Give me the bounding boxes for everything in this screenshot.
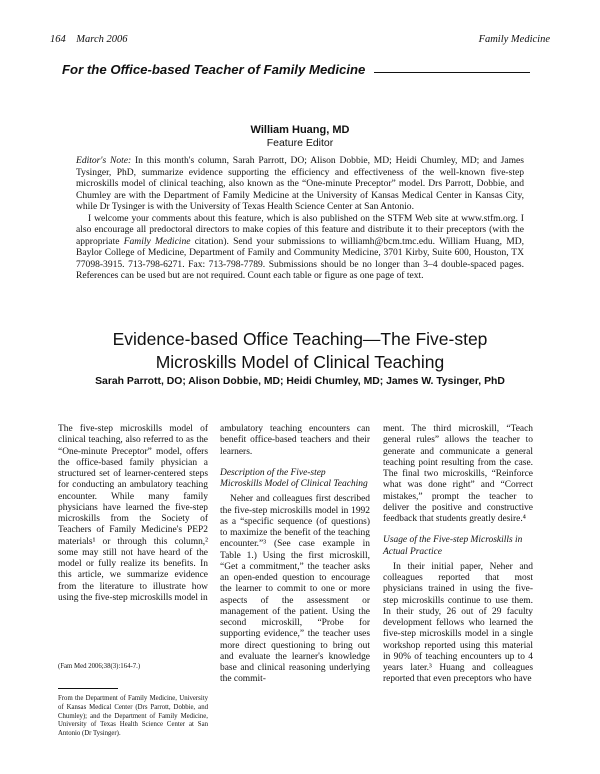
series-title: For the Office-based Teacher of Family Medicine: [62, 62, 366, 77]
affiliation-footnote: From the Department of Family Medicine, University of Kansas Medical Center (Drs Parrott, Dobbie, and Chumley); and the Department of Family Medicine, University of Texas Health Science Center at San Antonio (Dr Tysinger).: [58, 695, 208, 738]
body-paragraph: In their initial paper, Neher and colleagues reported that most physicians trained in using the five-step microskills continue to use them. In their study, 26 out of 29 faculty development fellows who learned the five-step microskills model in a single workshop reported using this material in 90% of teaching encounters up to 4 years later.³ Huang and colleagues reported that even preceptors who have: [383, 561, 533, 685]
feature-editor-block: [0, 124, 600, 149]
editors-note: [76, 155, 524, 282]
article-citation: (Fam Med 2006;38(3):164-7.): [58, 663, 141, 670]
body-column-3: [383, 424, 533, 686]
body-column-1: [58, 424, 208, 604]
body-paragraph: ambulatory teaching encounters can benefit office-based teachers and their learners.: [220, 424, 370, 457]
running-head: [50, 34, 550, 48]
editors-note-paragraph-1: [76, 155, 524, 213]
section-heading-usage: Usage of the Five-step Microskills in Actual Practice: [383, 535, 523, 557]
issue-date: March 2006: [76, 34, 128, 45]
editor-name: William Huang, MD: [250, 124, 350, 136]
body-column-2: [220, 424, 370, 686]
editors-note-text-2b: citation). Send your submissions to williamh@bcm.tmc.edu. William Huang, MD, Baylor College of Medicine, Department of Family and Community Medicine, 3701 Kirby, Suite 600, Houston, TX 77098-3915. 713-798-6271. Fax: 713-798-7789. Submissions should be no longer than 3–4 double-spaced pages. References can be used but are not required. Count each table or figure as one page of text.: [76, 235, 525, 282]
editors-note-text-1: In this month's column, Sarah Parrott, DO; Alison Dobbie, MD; Heidi Chumley, MD; and James Tysinger, PhD, summarize evidence supporting the efficiency and effectiveness of the well-known five-step microskills model of clinical teaching, also known as the “One-minute Preceptor” model. Drs Parrott, Dobbie, and Chumley are with the Department of Family Medicine at the University of Kansas Medical Center in Kansas City, while Dr Tysinger is with the University of Texas Health Science Center at San Antonio.: [76, 155, 524, 213]
body-paragraph: The five-step microskills model of clinical teaching, also referred to as the “One-minute Preceptor” model, offers the office-based family physician a structured set of learner-centered steps for conducting an ambulatory teaching encounter. While many family physicians have learned the five-step microskills from the Society of Teachers of Family Medicine's PEP2 materials¹ or through this column,² some may still not have heard of the model or fully realize its benefits. In this article, we summarize evidence from the literature to illustrate how using the five-step microskills model in: [58, 424, 208, 603]
journal-name: Family Medicine: [478, 34, 550, 45]
footnote-rule: [58, 688, 118, 689]
article-authors: Sarah Parrott, DO; Alison Dobbie, MD; Heidi Chumley, MD; James W. Tysinger, PhD: [95, 376, 505, 387]
section-heading-description: Description of the Five-step Microskills Model of Clinical Teaching: [220, 467, 368, 489]
series-title-rule: [374, 72, 530, 73]
editor-role: Feature Editor: [266, 137, 334, 149]
body-paragraph: Neher and colleagues first described the five-step microskills model in 1992 as a “specific sequence (of questions) to maximize the benefit of the teaching encounter.”³ (See case example in Table 1.) Using the first microskill, “Get a commitment,” the teacher asks an open-ended question to encourage the learner to commit to one or more aspects of the assessment or management of the patient. Using the second microskill, “Probe for supporting evidence,” the teacher uses more direct questioning to bring out and evaluate the learner's knowledge base and clinical reasoning underlying the commit-: [220, 494, 370, 685]
running-head-left: [50, 34, 127, 45]
article-title-line-2: Microskills Model of Clinical Teaching: [155, 351, 445, 372]
article-title: [0, 328, 600, 373]
article-title-line-1: Evidence-based Office Teaching—The Five-step: [112, 329, 488, 349]
body-paragraph: ment. The third microskill, “Teach general rules” allows the teacher to generate and communicate a general teaching point resulting from the case. The final two microskills, “Reinforce what was done right” and “Correct mistakes,” prompt the teacher to deliver the positive and constructive feedback that students greatly desire.⁴: [383, 424, 533, 524]
journal-citation-mention: Family Medicine: [123, 235, 191, 247]
editors-note-text-2a: I welcome your comments about this feature, which is also published on the STFM Web site at www.stfm.org. I also encourage all predoctoral directors to make copies of this feature and distribute it to their preceptors (with the appropriate: [76, 212, 524, 247]
editors-note-label: Editor's Note:: [76, 155, 132, 166]
page-number: 164: [50, 34, 66, 45]
editors-note-paragraph-2: [76, 213, 524, 282]
